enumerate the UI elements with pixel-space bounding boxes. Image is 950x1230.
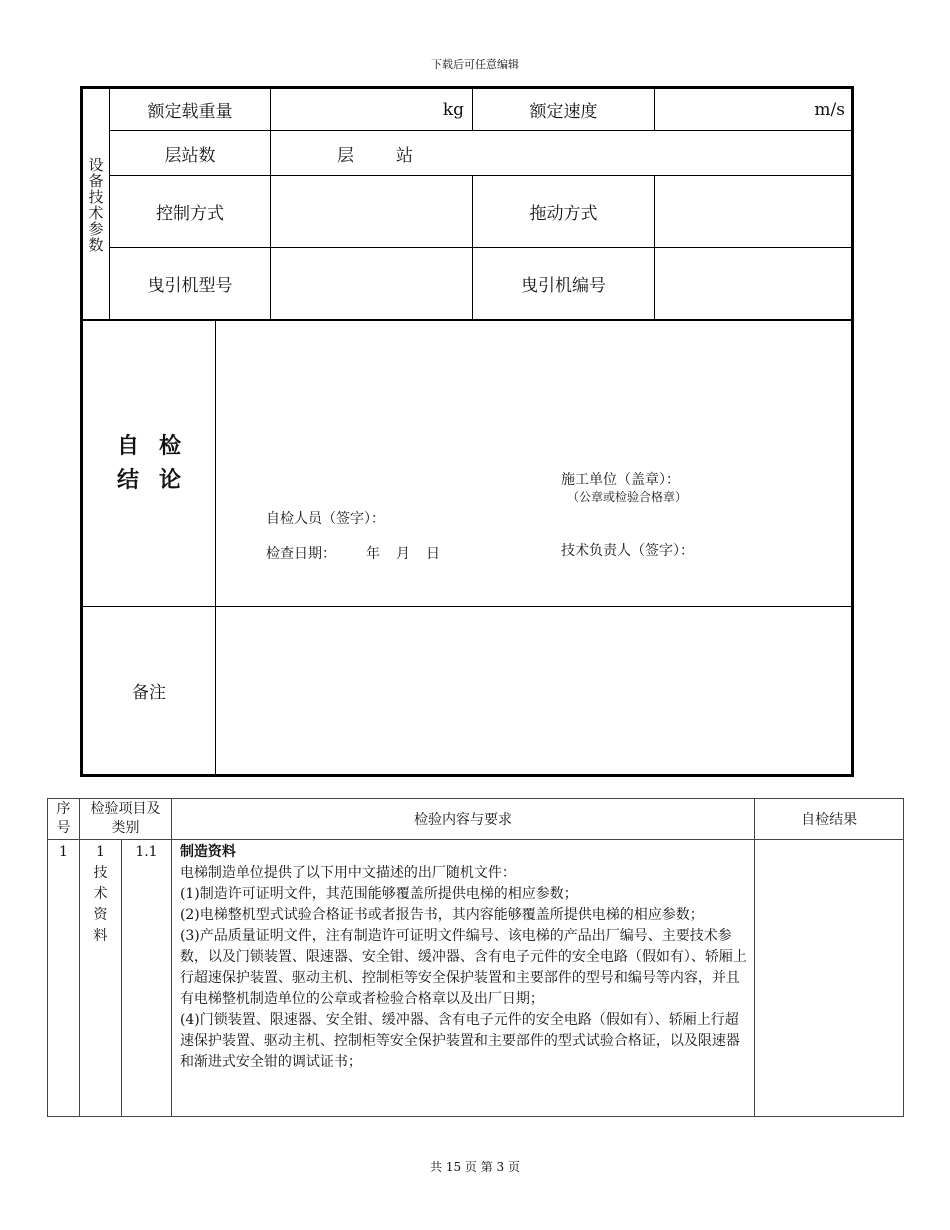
row-seq: 1 [48, 840, 80, 1117]
traction-serial-field[interactable] [655, 248, 851, 319]
drive-mode-field[interactable] [655, 176, 851, 247]
remarks-label: 备注 [132, 683, 166, 703]
seal-note: （公章或检验合格章） [567, 490, 688, 504]
remarks-field[interactable] [216, 607, 851, 774]
content-line: 电梯制造单位提供了以下用中文描述的出厂随机文件： [179, 865, 516, 881]
traction-serial-label: 曳引机编号 [521, 276, 606, 296]
tech-params-section-label [83, 89, 109, 320]
rated-load-label: 额定载重量 [147, 102, 233, 122]
row-category [79, 840, 121, 1117]
row-category-no: 1 [96, 844, 105, 860]
traction-model-label: 曳引机型号 [147, 276, 233, 296]
inspector-signature-label: 自检人员（签字）： [266, 511, 385, 527]
rated-speed-label: 额定速度 [529, 102, 598, 122]
rated-speed-unit: m/s [814, 99, 845, 120]
rated-speed-field[interactable] [655, 89, 851, 130]
rated-load-unit: kg [442, 99, 464, 120]
tech-lead-signature-label: 技术负责人（签字）： [561, 543, 694, 559]
floors-field[interactable] [271, 131, 851, 175]
content-line: (1)制造许可证明文件，其范围能够覆盖所提供电梯的相应参数； [179, 886, 578, 902]
content-line: (2)电梯整机型式试验合格证书或者报告书，其内容能够覆盖所提供电梯的相应参数； [179, 907, 704, 923]
content-line: (4)门锁装置、限速器、安全钳、缓冲器、含有电子元件的安全电路（假如有）、轿厢上行超速保护装置、驱动主机、控制柜等安全保护装置和主要部件的型式试验合格证，以及限速器和渐进式安全钳的调试证书； [179, 1012, 740, 1070]
traction-model-field[interactable] [271, 248, 472, 319]
header-seq [48, 799, 80, 840]
row-subitem-no: 1.1 [121, 840, 171, 1117]
row-content-title: 制造资料 [179, 844, 236, 860]
unit-seal-label: 施工单位（盖章）： [561, 472, 680, 488]
floors-unit-floor: 层 [337, 145, 354, 166]
conclusion-label [83, 321, 215, 606]
conclusion-label-line1: 自检 [116, 433, 201, 459]
tech-params-section-text: 设备技术参数 [86, 156, 105, 253]
floors-label: 层站数 [164, 145, 216, 166]
row-category-name: 技术资料 [93, 865, 108, 944]
row-result[interactable] [755, 840, 904, 1117]
page-header-note: 下载后可任意编辑 [431, 58, 519, 71]
inspection-form [80, 86, 854, 777]
inspection-date-label: 检查日期： [266, 546, 336, 562]
drive-mode-label: 拖动方式 [529, 204, 598, 224]
header-item-text: 检验项目及类别 [90, 801, 161, 836]
page-footer: 共 15 页 第 3 页 [430, 1160, 520, 1174]
header-content: 检验内容与要求 [171, 799, 754, 840]
table-header-row [48, 799, 904, 840]
floors-unit-station: 站 [396, 145, 413, 166]
content-line: (3)产品质量证明文件，注有制造许可证明文件编号、该电梯的产品出厂编号、主要技术参数，以及门锁装置、限速器、安全钳、缓冲器、含有电子元件的安全电路（假如有）、轿厢上行超速保护装置、驱动主机、控制柜等安全保护装置和主要部件的型号和编号等内容，并且有电梯整机制造单位的公章或者检验合格章以及出厂日期； [179, 928, 747, 1007]
rated-load-field[interactable] [271, 89, 472, 130]
inspection-date-ymd: 年 月 日 [366, 546, 441, 562]
control-mode-field[interactable] [271, 176, 472, 247]
header-result: 自检结果 [755, 799, 904, 840]
inspection-items-table [47, 798, 904, 1117]
header-seq-text: 序号 [56, 801, 71, 836]
row-content [171, 840, 754, 1117]
conclusion-label-line2: 结论 [116, 467, 201, 493]
control-mode-label: 控制方式 [156, 204, 224, 224]
conclusion-area[interactable] [216, 321, 851, 606]
table-row [48, 840, 904, 1117]
header-item [79, 799, 171, 840]
